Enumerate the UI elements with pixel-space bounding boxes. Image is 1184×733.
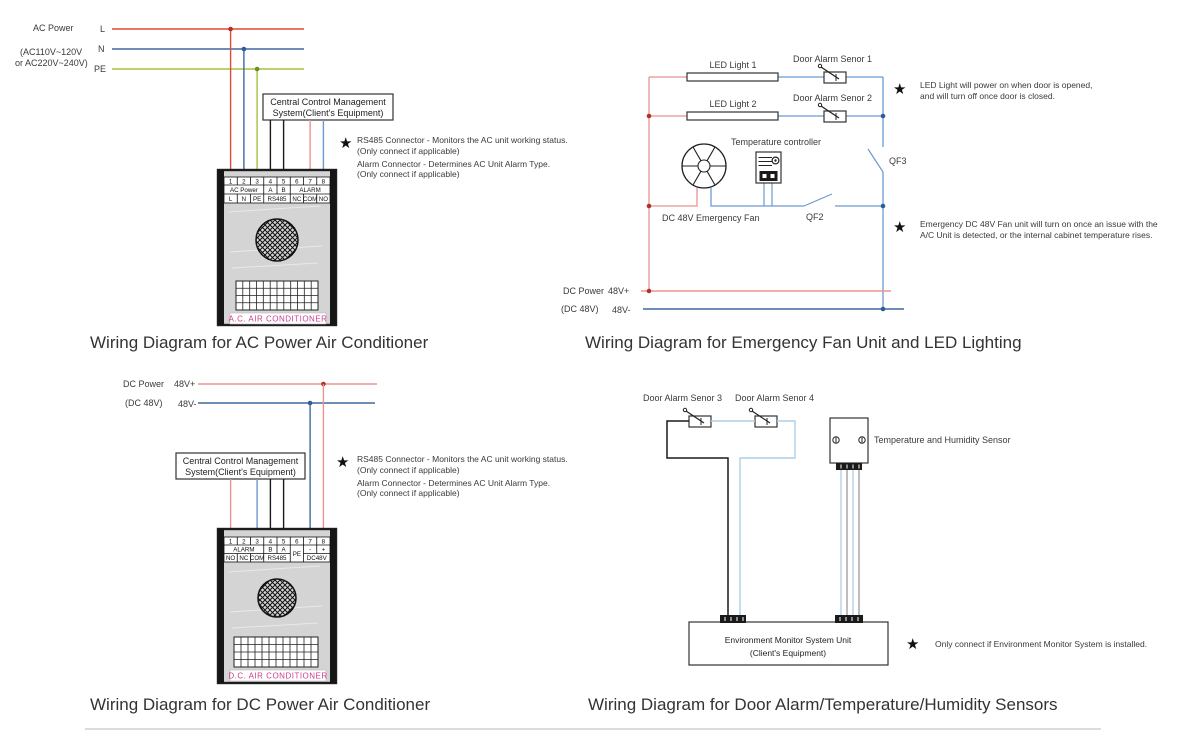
sensors-note: Only connect if Environment Monitor System is installed. [935, 639, 1148, 649]
led2-label: LED Light 2 [709, 99, 757, 109]
diagram-ac-power [15, 23, 568, 352]
dc-power-label: DC Power [123, 379, 165, 389]
ac-unit-name: A.C. AIR CONDITIONER [228, 314, 328, 324]
ac-terminal-1: 1 [228, 178, 233, 186]
caption-sensors: Wiring Diagram for Door Alarm/Temperature/Humidity Sensors [588, 695, 1058, 714]
dc-48v-pos-label: 48V+ [174, 379, 196, 389]
ac-label-a: A [268, 187, 273, 194]
ems-line1: Environment Monitor System Unit [724, 635, 852, 645]
ems-line2: (Client's Equipment) [749, 648, 827, 658]
dc-note-line3: Alarm Connector - Determines AC Unit Alarm Type. [357, 478, 551, 488]
speaker-grille [256, 219, 298, 261]
sensor1-label: Door Alarm Senor 1 [793, 54, 873, 64]
door-alarm-sensor-2-icon [793, 93, 872, 122]
led1-label: LED Light 1 [709, 60, 757, 70]
temperature-controller-icon [731, 137, 821, 183]
dc-ccms-line2: System(Client's Equipment) [185, 467, 296, 477]
dc-label-plus: + [321, 546, 326, 554]
dc-unit-name: D.C. AIR CONDITIONER [228, 671, 328, 681]
ccms-line1: Central Control Management [270, 97, 386, 107]
ac-group-alarm: ALARM [299, 187, 321, 194]
dc-note [357, 454, 568, 498]
ac-note-line3: Alarm Connector - Determines AC Unit Alarm Type. [357, 159, 551, 169]
temp-controller-label: Temperature controller [730, 137, 822, 147]
ac-terminal-4: 4 [268, 178, 273, 186]
phase-pe-label: PE [94, 64, 107, 74]
fanled-dc-bus [561, 286, 904, 315]
dc-unit-left-rail [218, 529, 224, 683]
diagram-dc-power [90, 379, 568, 714]
ac-label-no: NO [318, 196, 329, 203]
ac-power-source-label: AC Power [33, 23, 74, 33]
ac-label-b: B [281, 187, 286, 194]
ac-label-n: N [241, 196, 247, 203]
diagram-sensors [588, 393, 1147, 714]
ac-terminal-strip [224, 177, 330, 203]
dc-unit [218, 529, 336, 683]
ems-unit-box [689, 615, 888, 665]
dc-ccms-line1: Central Control Management [182, 456, 299, 466]
caption-fan-led: Wiring Diagram for Emergency Fan Unit and LED Lighting [585, 333, 1022, 352]
star-icon: ★ [893, 218, 907, 236]
fan-note-line1: Emergency DC 48V Fan unit will turn on once an issue with the [920, 219, 1158, 229]
led-note-line1: LED Light will power on when door is opened, [920, 80, 1093, 90]
ac-terminal-6: 6 [295, 178, 299, 186]
fanled-48v-neg-label: 48V- [612, 305, 631, 315]
dc-terminal-3: 3 [255, 538, 259, 546]
ac-terminal-7: 7 [308, 178, 312, 186]
caption-ac: Wiring Diagram for AC Power Air Conditioner [90, 333, 429, 352]
ac-ccms-box [263, 94, 393, 120]
ac-note-line1: RS485 Connector - Monitors the AC unit working status. [357, 135, 568, 145]
ac-voltage-line1: (AC110V~120V [20, 47, 83, 57]
dc-label-no: NO [225, 555, 236, 562]
dc-terminal-4: 4 [268, 538, 273, 546]
ac-note [357, 135, 568, 179]
dc-label-rs485: RS485 [267, 555, 287, 562]
dc-label-dc48v: DC48V [306, 555, 327, 562]
led-light-2 [687, 99, 778, 120]
dc-terminal-8: 8 [321, 538, 326, 546]
ac-terminal-2: 2 [242, 178, 246, 186]
ac-terminal-5: 5 [281, 178, 286, 186]
ac-label-pe: PE [252, 196, 262, 203]
dc-dc48v-label: (DC 48V) [125, 398, 163, 408]
dc-terminal-1: 1 [228, 538, 233, 546]
dc-note-line1: RS485 Connector - Monitors the AC unit working status. [357, 454, 568, 464]
sensor2-label: Door Alarm Senor 2 [793, 93, 873, 103]
sensor4-label: Door Alarm Senor 4 [735, 393, 815, 403]
dc-unit-right-rail [330, 529, 336, 683]
led-light-1 [687, 60, 778, 81]
ac-note-line4: (Only connect if applicable) [357, 169, 460, 179]
dc-note-line2: (Only connect if applicable) [357, 465, 460, 475]
th-sensor-label: Temperature and Humidity Sensor [874, 435, 1011, 445]
dc-ccms-box [176, 453, 305, 479]
fanled-dc48v-label: (DC 48V) [561, 304, 599, 314]
dc-terminal-5: 5 [281, 538, 286, 546]
ac-terminal-3: 3 [255, 178, 259, 186]
dc-vent-grid [234, 637, 318, 667]
ac-vent-grid [236, 281, 318, 310]
dc-label-minus: - [309, 546, 312, 554]
door-alarm-sensor-4-icon [749, 408, 777, 427]
dc-48v-neg-label: 48V- [178, 399, 197, 409]
fanled-48v-pos-label: 48V+ [608, 286, 630, 296]
dc-note-line4: (Only connect if applicable) [357, 488, 460, 498]
ac-label-l: L [228, 196, 233, 203]
ac-voltage-line2: or AC220V~240V) [15, 58, 88, 68]
ac-label-com: COM [302, 196, 318, 203]
qf3-label: QF3 [889, 156, 907, 166]
ac-unit-left-rail [218, 170, 224, 325]
star-icon: ★ [339, 134, 353, 152]
dc-terminal-2: 2 [242, 538, 246, 546]
star-icon: ★ [893, 80, 907, 98]
sensor3-label: Door Alarm Senor 3 [643, 393, 723, 403]
dc-terminal-6: 6 [295, 538, 299, 546]
dc-label-com: COM [249, 555, 265, 562]
star-icon: ★ [906, 635, 920, 653]
ac-label-rs485: RS485 [267, 196, 287, 203]
phase-n-label: N [98, 44, 105, 54]
ccms-line2: System(Client's Equipment) [272, 108, 384, 118]
ems-connector-2 [835, 615, 863, 623]
qf2-label: QF2 [806, 212, 824, 222]
dc-label-b: B [268, 546, 273, 554]
fanled-dc-power-label: DC Power [563, 286, 605, 296]
fan-icon [682, 144, 726, 188]
ac-note-line2: (Only connect if applicable) [357, 146, 460, 156]
led-note-line2: and will turn off once door is closed. [920, 91, 1055, 101]
dc-label-a: A [281, 546, 286, 554]
ac-unit-right-rail [330, 170, 336, 325]
dc-group-alarm: ALARM [233, 546, 255, 554]
dc-label-pe: PE [292, 551, 302, 558]
diagram-fan-led [561, 54, 1158, 352]
phase-l-label: L [100, 24, 106, 34]
temp-humidity-sensor-icon [830, 418, 1011, 470]
speaker-grille [258, 579, 296, 617]
fan-note-line2: A/C Unit is detected, or the internal cabinet temperature rises. [920, 230, 1153, 240]
dc-terminal-7: 7 [308, 538, 312, 546]
dc-terminal-strip [224, 537, 330, 562]
door-alarm-sensor-1-icon [793, 54, 872, 83]
ac-terminal-8: 8 [321, 178, 326, 186]
dc-label-nc: NC [239, 555, 249, 562]
ac-unit [218, 170, 336, 325]
door-alarm-sensor-3-icon [683, 408, 711, 427]
caption-dc: Wiring Diagram for DC Power Air Conditioner [90, 695, 431, 714]
ems-connector-1 [720, 615, 746, 623]
ac-label-nc: NC [292, 196, 302, 203]
ac-group-power: AC Power [229, 187, 258, 194]
star-icon: ★ [336, 453, 350, 471]
fan-label: DC 48V Emergency Fan [662, 213, 760, 223]
